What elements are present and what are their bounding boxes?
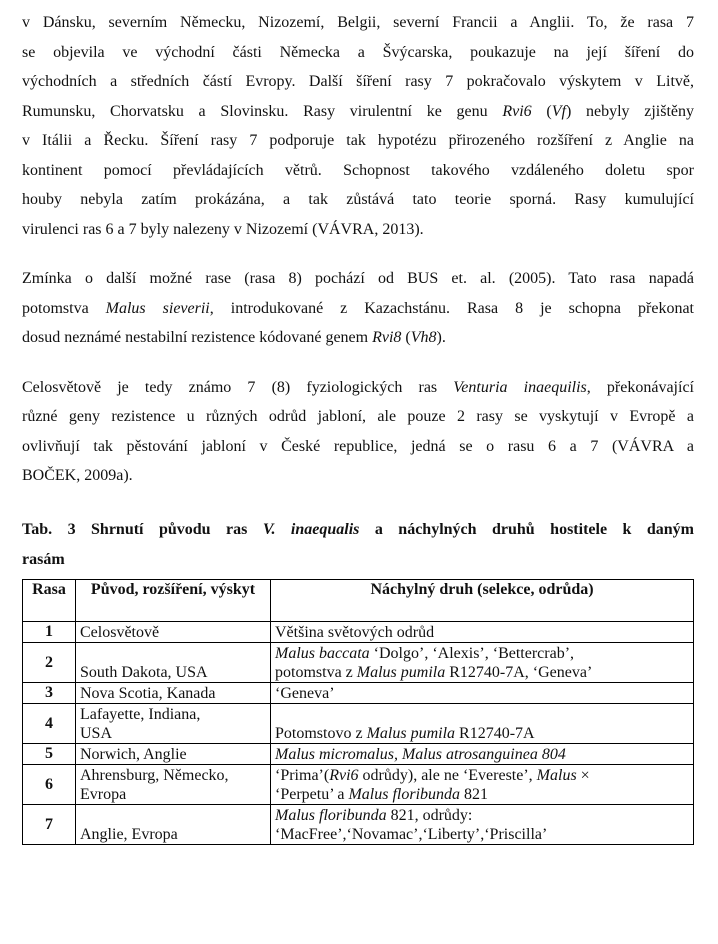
species-name: Malus baccata <box>275 644 370 662</box>
caption-line: rasám <box>22 550 65 568</box>
cell-druh <box>271 743 694 764</box>
text-run: potomstva <box>22 299 106 317</box>
cell-druh <box>271 804 694 844</box>
text-run: Celosvětově je tedy známo 7 (8) fyziologických ras <box>22 378 454 396</box>
species-name: Malus floribunda <box>348 785 461 803</box>
species-name: Venturia inaequilis <box>453 378 587 396</box>
text-run: , překonávající <box>586 378 694 396</box>
table-caption <box>22 515 694 575</box>
text-run: ‘Dolgo’, ‘Alexis’, ‘Bettercrab’, <box>369 644 575 662</box>
cell-druh <box>271 764 694 804</box>
text-run: potomstva z <box>275 663 357 681</box>
header-druh: Náchylný druh (selekce, odrůda) <box>271 579 694 621</box>
header-rasa: Rasa <box>23 579 76 621</box>
text-line: kontinent pomocí převládajících větrů. Schopnost takového vzdáleného doletu spor <box>22 161 694 179</box>
text-run: Rumunsku, Chorvatsku a Slovinsku. Rasy virulentní ke genu <box>22 102 503 120</box>
cell-puvod: Celosvětově <box>76 621 271 642</box>
text-line: různé geny rezistence u různých odrůd jabloní, ale pouze 2 rasy se vyskytují v Evropě a <box>22 408 694 425</box>
table-row <box>23 682 694 703</box>
document-page <box>22 8 694 845</box>
cell-puvod: Anglie, Evropa <box>76 804 271 844</box>
species-name: V. inaequalis <box>262 520 360 538</box>
gene-name: Rvi6 <box>502 102 532 120</box>
cell-puvod: Norwich, Anglie <box>76 743 271 764</box>
text-run: 821 <box>460 785 489 803</box>
gene-name: Rvi6 <box>329 766 359 784</box>
text-line <box>22 294 694 324</box>
table-row <box>23 642 694 682</box>
text-line: BOČEK, 2009a). <box>22 467 133 484</box>
text-line <box>22 323 694 353</box>
cell-rasa: 2 <box>23 642 76 682</box>
table-row <box>23 703 694 743</box>
paragraph-races-spread <box>22 8 694 244</box>
species-name: Malus pumila <box>356 663 446 681</box>
paragraph-race-8 <box>22 264 694 353</box>
header-puvod: Původ, rozšíření, výskyt <box>76 579 271 621</box>
species-name: Malus micromalus, Malus atrosanguinea 804 <box>275 745 566 763</box>
table-row <box>23 764 694 804</box>
races-table <box>22 579 694 845</box>
text-run: Tab. 3 Shrnutí původu ras <box>22 520 263 538</box>
cell-druh: ‘Geneva’ <box>271 682 694 703</box>
gene-name: Vf <box>551 102 566 120</box>
cell-puvod: Nova Scotia, Kanada <box>76 682 271 703</box>
text-run: 821, odrůdy: <box>386 806 473 824</box>
text-run: R12740-7A <box>455 724 535 742</box>
cell-druh <box>271 703 694 743</box>
text-run: Ahrensburg, Německo, <box>80 766 229 784</box>
text-run: ( <box>531 102 552 120</box>
text-run: Lafayette, Indiana, <box>80 705 201 723</box>
cell-rasa: 5 <box>23 743 76 764</box>
text-run: , introdukované z Kazachstánu. Rasa 8 je schopna překonat <box>209 299 694 317</box>
gene-name: Rvi8 <box>372 329 402 346</box>
text-run: ‘Perpetu’ a <box>275 785 349 803</box>
text-line: východních a středních částí Evropy. Další šíření rasy 7 pokračovalo výskytem v Litvě, <box>22 73 694 90</box>
text-line: virulenci ras 6 a 7 byly nalezeny v Nizozemí (VÁVRA, 2013). <box>22 220 424 238</box>
text-line: se objevila ve východní části Německa a Švýcarska, poukazuje na její šíření do <box>22 43 694 61</box>
text-run: dosud neznámé nestabilní rezistence kódované genem <box>22 329 373 346</box>
text-line: houby nebyla zatím prokázána, a tak zůstává tato teorie sporná. Rasy kumulující <box>22 191 694 208</box>
cell-rasa: 1 <box>23 621 76 642</box>
text-line: v Dánsku, severním Německu, Nizozemí, Belgii, severní Francii a Anglii. To, že rasa 7 <box>22 14 694 31</box>
text-line: v Itálii a Řecku. Šíření rasy 7 podporuje tak hypotézu přirozeného rozšíření z Anglie na <box>22 132 694 149</box>
text-run: Evropa <box>80 785 127 803</box>
cell-rasa: 7 <box>23 804 76 844</box>
gene-name: Vh8 <box>410 329 437 346</box>
table-row <box>23 621 694 642</box>
cell-rasa: 3 <box>23 682 76 703</box>
cell-rasa: 6 <box>23 764 76 804</box>
text-run: a náchylných druhů hostitele k daným <box>359 520 694 538</box>
text-run: ‘Prima’( <box>275 766 330 784</box>
text-line: Zmínka o další možné rase (rasa 8) pochází od BUS et. al. (2005). Tato rasa napadá <box>22 270 694 287</box>
paragraph-summary <box>22 373 694 491</box>
text-line <box>22 373 694 403</box>
text-run: ) nebyly zjištěny <box>565 102 695 120</box>
table-row <box>23 743 694 764</box>
text-run: USA <box>80 724 113 742</box>
table-header-row <box>23 579 694 621</box>
table-row <box>23 804 694 844</box>
species-name: Malus floribunda <box>275 806 387 824</box>
cell-puvod <box>76 764 271 804</box>
text-run: ‘MacFree’,‘Novamac’,‘Liberty’,‘Priscilla’ <box>275 825 548 843</box>
text-run: Potomstovo z <box>275 724 367 742</box>
caption-line <box>22 515 694 545</box>
cell-puvod: South Dakota, USA <box>76 642 271 682</box>
cell-rasa: 4 <box>23 703 76 743</box>
species-name: Malus sieverii <box>105 299 210 317</box>
cell-druh: Většina světových odrůd <box>271 621 694 642</box>
text-line: ovlivňují tak pěstování jabloní v České republice, jedná se o rasu 6 a 7 (VÁVRA a <box>22 437 694 455</box>
cell-druh <box>271 642 694 682</box>
cell-puvod <box>76 703 271 743</box>
text-run: R12740-7A, ‘Geneva’ <box>445 663 593 681</box>
text-line <box>22 97 694 127</box>
text-run: odrůdy), ale ne ‘Evereste’, <box>358 766 537 784</box>
species-name: Malus <box>536 766 577 784</box>
text-run: ( <box>401 329 411 346</box>
text-run: ). <box>436 329 446 346</box>
species-name: Malus pumila <box>366 724 456 742</box>
text-run: × <box>576 766 590 784</box>
